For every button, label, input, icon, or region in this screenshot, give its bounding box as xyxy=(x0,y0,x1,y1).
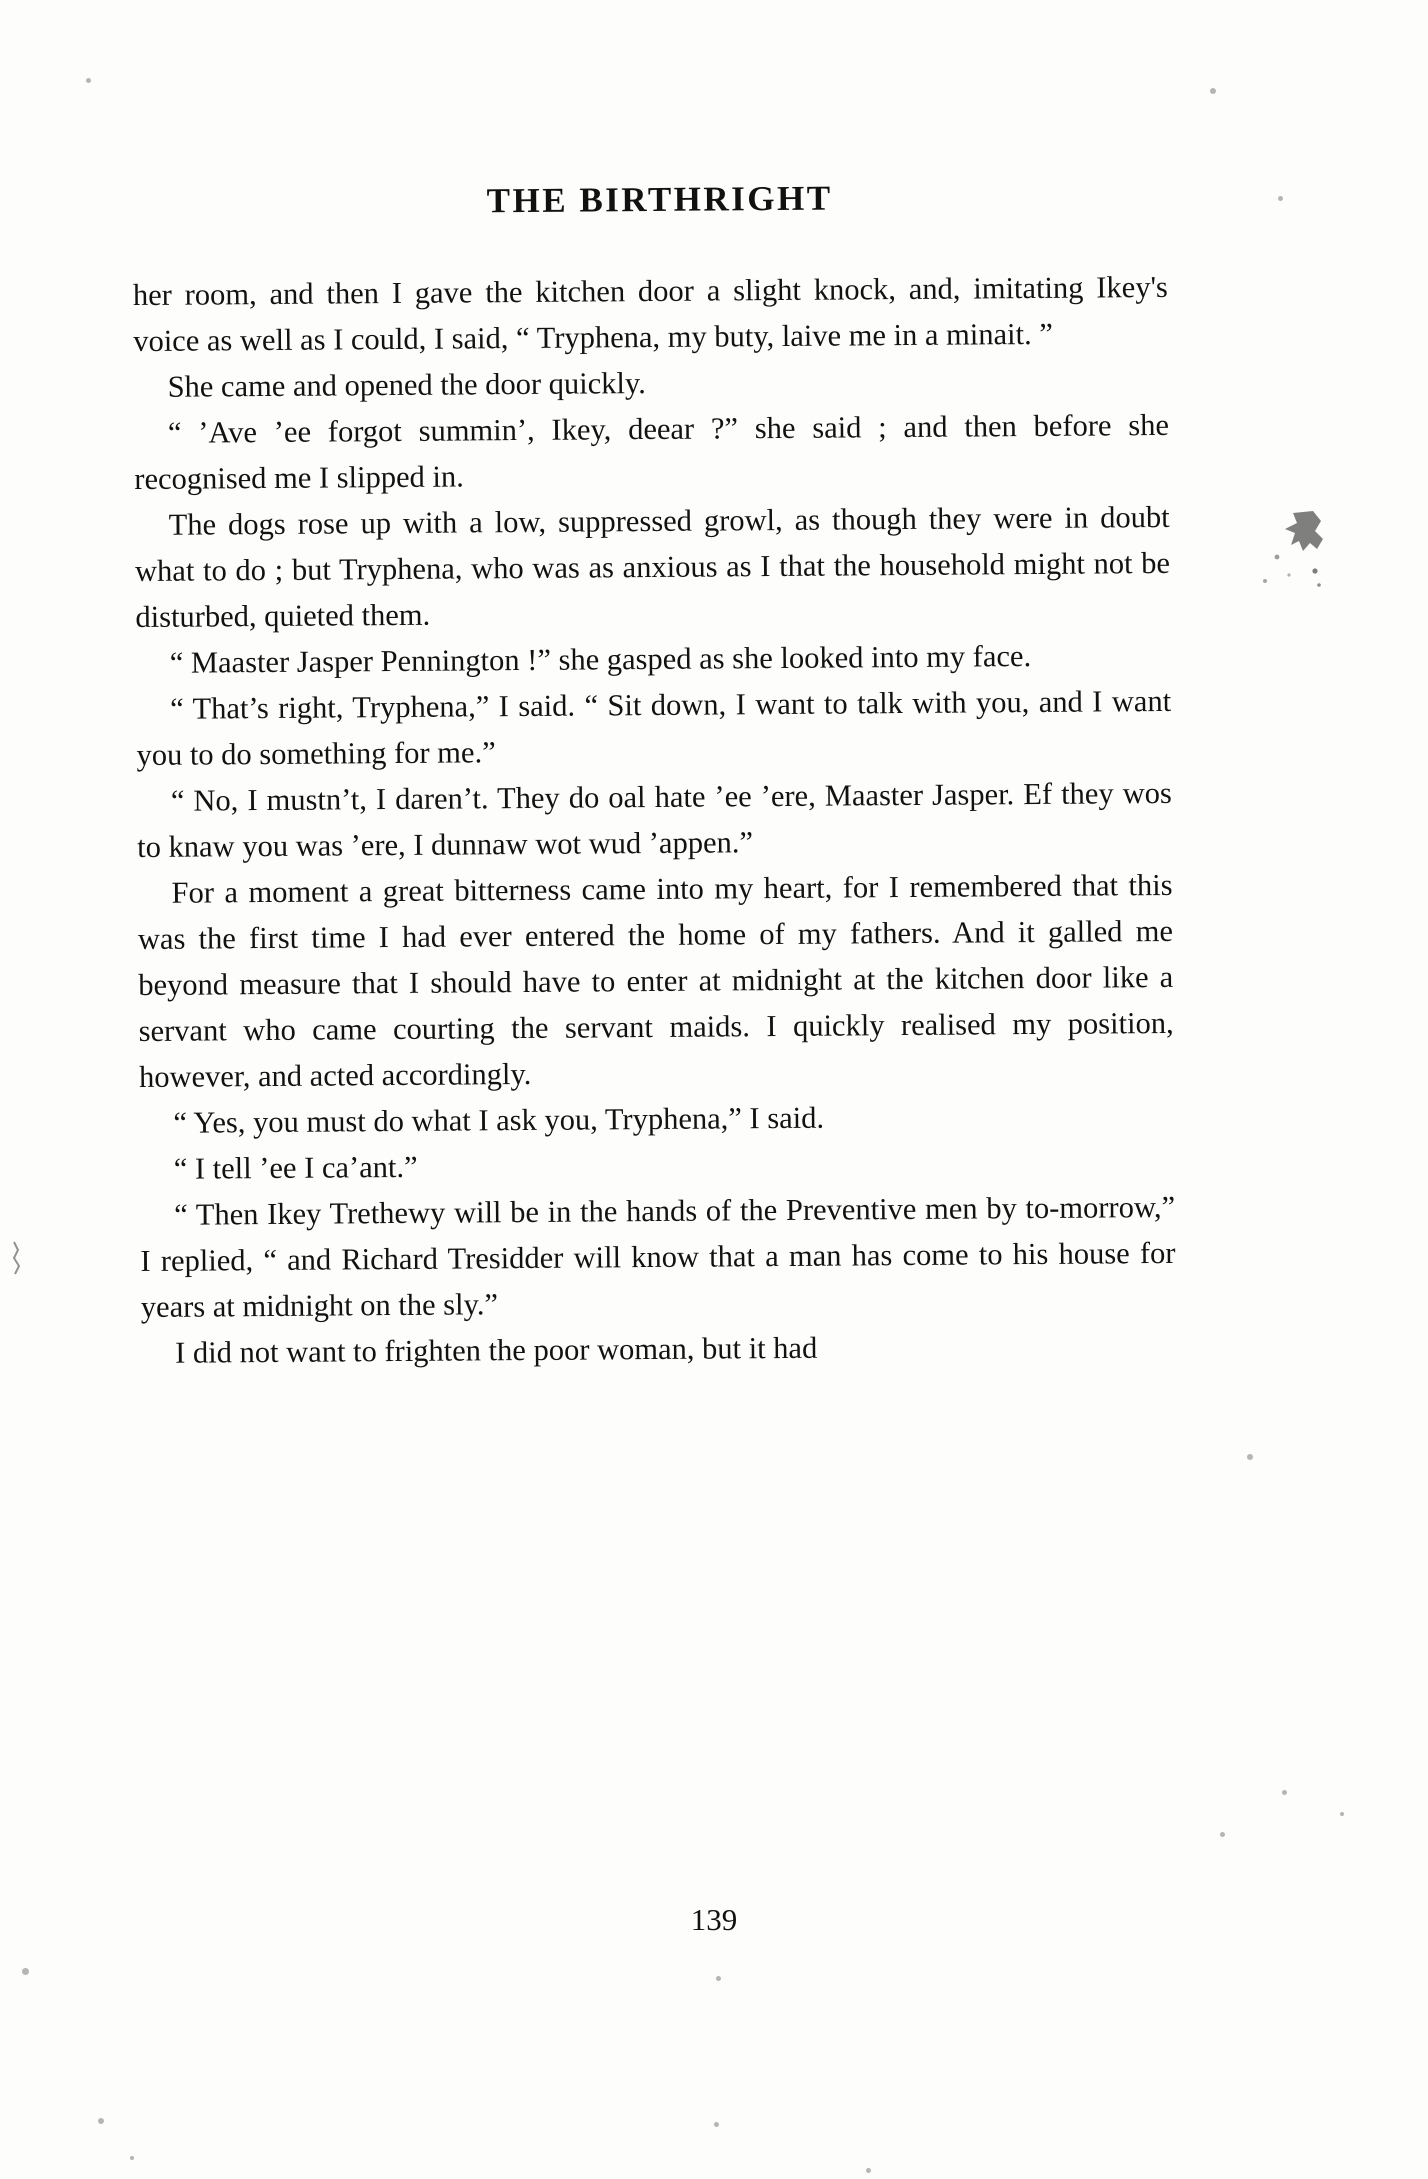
paragraph: “ ’Ave ’ee forgot summin’, Ikey, deear ?” she said ; and then before she recognised me I slipped in. xyxy=(134,407,1170,497)
scan-speck xyxy=(86,78,91,83)
scan-speck xyxy=(1282,1790,1287,1795)
paragraph: her room, and then I gave the kitchen door a slight knock, and, imitating Ikey's voice as well as I could, I said, “ Tryphena, my buty, laive me in a minait. ” xyxy=(132,269,1168,359)
scan-speck xyxy=(1210,88,1216,94)
paragraph: I did not want to frighten the poor woman, but it had xyxy=(175,1330,818,1370)
paragraph: “ Yes, you must do what I ask you, Tryphena,” I said. xyxy=(173,1100,825,1140)
scan-speck xyxy=(1340,1812,1344,1816)
scan-smudge-right xyxy=(1255,505,1325,600)
page-content xyxy=(132,176,1176,1376)
scan-speck xyxy=(98,2118,104,2124)
paragraph: “ I tell ’ee I ca’ant.” xyxy=(173,1149,418,1186)
paragraph: For a moment a great bitterness came into my heart, for I remembered that this was the first time I had ever entered the home of my fathers. And it galled me beyond measure that I should have to enter at midnight at the kitchen door like a servant who came courting the servant maids. I quickly realised my position, however, and acted accordingly. xyxy=(137,867,1174,1095)
paragraph: “ Then Ikey Trethewy will be in the hands of the Preventive men by to-morrow,” I replied, “ and Richard Tresidder will know that a man has come to his house for years at midnight on the sly.” xyxy=(140,1189,1176,1325)
scan-speck xyxy=(714,2122,719,2127)
scan-speck xyxy=(716,1976,721,1981)
paragraph: “ Maaster Jasper Pennington !” she gasped as she looked into my face. xyxy=(169,639,1032,680)
scan-speck xyxy=(1247,1454,1253,1460)
page-number: 139 xyxy=(690,1902,738,1937)
scan-speck xyxy=(22,1968,29,1975)
scan-speck xyxy=(1220,1832,1225,1837)
body-text xyxy=(133,264,1177,1376)
paragraph: “ That’s right, Tryphena,” I said. “ Sit down, I want to talk with you, and I want you to do something for me.” xyxy=(136,683,1172,773)
scan-speck xyxy=(130,2156,134,2160)
paragraph: The dogs rose up with a low, suppressed growl, as though they were in doubt what to do ; but Tryphena, who was as anxious as I that the household might not be disturbed, quieted them. xyxy=(134,499,1171,635)
paragraph: “ No, I mustn’t, I daren’t. They do oal hate ’ee ’ere, Maaster Jasper. Ef they wos to knaw you was ’ere, I dunnaw wot wud ’appen.” xyxy=(137,775,1172,865)
scan-smudge-left xyxy=(6,1238,30,1278)
scan-speck xyxy=(1278,196,1283,201)
running-head: THE BIRTHRIGHT xyxy=(486,178,833,221)
paragraph: She came and opened the door quickly. xyxy=(167,366,646,404)
scan-speck xyxy=(866,2168,871,2173)
